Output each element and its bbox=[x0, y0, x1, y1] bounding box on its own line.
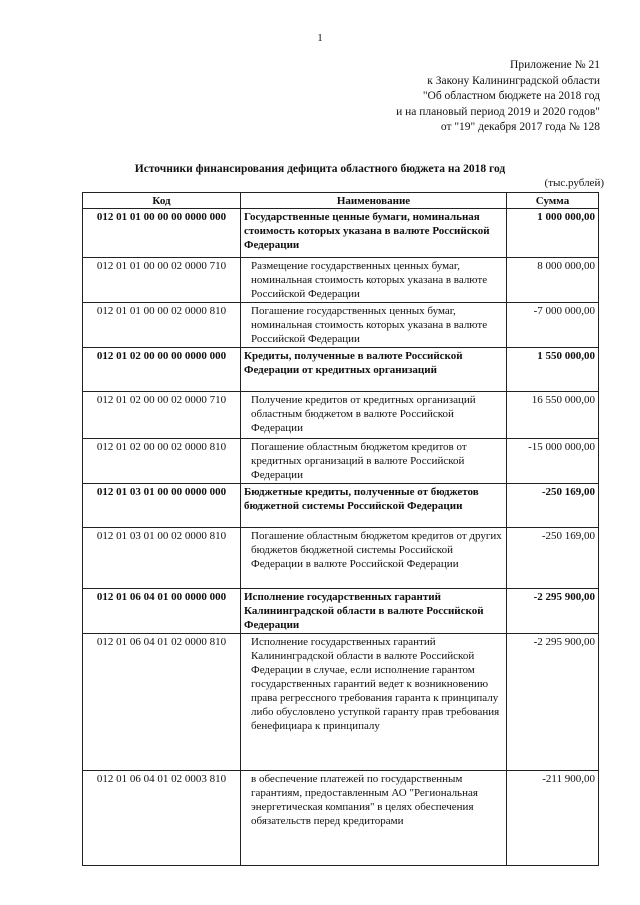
column-header-name: Наименование bbox=[241, 193, 507, 209]
row-sum: -211 900,00 bbox=[507, 771, 599, 866]
row-name: Погашение государственных ценных бумаг, номинальная стоимость которых указана в валюте Российской Федерации bbox=[241, 303, 507, 348]
page-number: 1 bbox=[317, 32, 323, 44]
appendix-header-line: Приложение № 21 bbox=[510, 59, 600, 71]
row-code: 012 01 03 01 00 00 0000 000 bbox=[83, 484, 241, 528]
row-sum: 1 550 000,00 bbox=[507, 348, 599, 392]
row-name: Получение кредитов от кредитных организаций областным бюджетом в валюте Российской Федерации bbox=[241, 392, 507, 439]
table-row bbox=[83, 258, 599, 303]
row-name: Бюджетные кредиты, полученные от бюджетов бюджетной системы Российской Федерации bbox=[241, 484, 507, 528]
document-title: Источники финансирования дефицита областного бюджета на 2018 год bbox=[134, 163, 506, 175]
financing-sources-table bbox=[82, 192, 599, 866]
table-row bbox=[83, 392, 599, 439]
row-code: 012 01 03 01 00 02 0000 810 bbox=[83, 528, 241, 589]
row-sum: 8 000 000,00 bbox=[507, 258, 599, 303]
row-sum: -2 295 900,00 bbox=[507, 634, 599, 771]
row-sum: -15 000 000,00 bbox=[507, 439, 599, 484]
row-name: Исполнение государственных гарантий Калининградской области в валюте Российской Федерации bbox=[241, 589, 507, 634]
table-header-row bbox=[83, 193, 599, 209]
table-row bbox=[83, 209, 599, 258]
row-sum: -2 295 900,00 bbox=[507, 589, 599, 634]
appendix-header-line: и на плановый период 2019 и 2020 годов" bbox=[396, 105, 600, 118]
table-row bbox=[83, 634, 599, 771]
row-code: 012 01 01 00 00 02 0000 710 bbox=[83, 258, 241, 303]
row-name: Погашение областным бюджетом кредитов от других бюджетов бюджетной системы Российской Федерации в валюте Российской Федерации bbox=[241, 528, 507, 589]
row-code: 012 01 06 04 01 02 0003 810 bbox=[83, 771, 241, 866]
table-row bbox=[83, 348, 599, 392]
appendix-header-line: к Закону Калининградской области bbox=[427, 74, 600, 87]
row-code: 012 01 06 04 01 00 0000 000 bbox=[83, 589, 241, 634]
row-sum: 1 000 000,00 bbox=[507, 209, 599, 258]
row-name: Размещение государственных ценных бумаг, номинальная стоимость которых указана в валюте Российской Федерации bbox=[241, 258, 507, 303]
unit-label: (тыс.рублей) bbox=[544, 177, 604, 189]
row-name: Государственные ценные бумаги, номинальная стоимость которых указана в валюте Российской Федерации bbox=[241, 209, 507, 258]
table-row bbox=[83, 484, 599, 528]
column-header-code: Код bbox=[83, 193, 241, 209]
table-row bbox=[83, 303, 599, 348]
row-code: 012 01 01 00 00 00 0000 000 bbox=[83, 209, 241, 258]
row-code: 012 01 02 00 00 00 0000 000 bbox=[83, 348, 241, 392]
row-name: в обеспечение платежей по государственным гарантиям, предоставленным АО "Региональная энергетическая компания" в целях обеспечения обязательств перед кредиторами bbox=[241, 771, 507, 866]
row-name: Кредиты, полученные в валюте Российской Федерации от кредитных организаций bbox=[241, 348, 507, 392]
row-name: Исполнение государственных гарантий Калининградской области в валюте Российской Федерации в случае, если исполнение гарантом государственных гарантий ведет к возникновению права регрессного требования гаранта к принципалу либо обусловлено уступкой гаранту прав требования бенефициара к принципалу bbox=[241, 634, 507, 771]
table-row bbox=[83, 771, 599, 866]
row-sum: 16 550 000,00 bbox=[507, 392, 599, 439]
table-row bbox=[83, 589, 599, 634]
row-code: 012 01 02 00 00 02 0000 810 bbox=[83, 439, 241, 484]
row-sum: -250 169,00 bbox=[507, 528, 599, 589]
row-code: 012 01 02 00 00 02 0000 710 bbox=[83, 392, 241, 439]
row-code: 012 01 01 00 00 02 0000 810 bbox=[83, 303, 241, 348]
appendix-header bbox=[396, 58, 600, 136]
row-sum: -250 169,00 bbox=[507, 484, 599, 528]
appendix-header-line: от "19" декабря 2017 года № 128 bbox=[440, 121, 600, 133]
appendix-header-line: "Об областном бюджете на 2018 год bbox=[422, 90, 600, 102]
table-row bbox=[83, 439, 599, 484]
column-header-sum: Сумма bbox=[507, 193, 599, 209]
row-name: Погашение областным бюджетом кредитов от кредитных организаций в валюте Российской Федерации bbox=[241, 439, 507, 484]
table-row bbox=[83, 528, 599, 589]
row-sum: -7 000 000,00 bbox=[507, 303, 599, 348]
row-code: 012 01 06 04 01 02 0000 810 bbox=[83, 634, 241, 771]
